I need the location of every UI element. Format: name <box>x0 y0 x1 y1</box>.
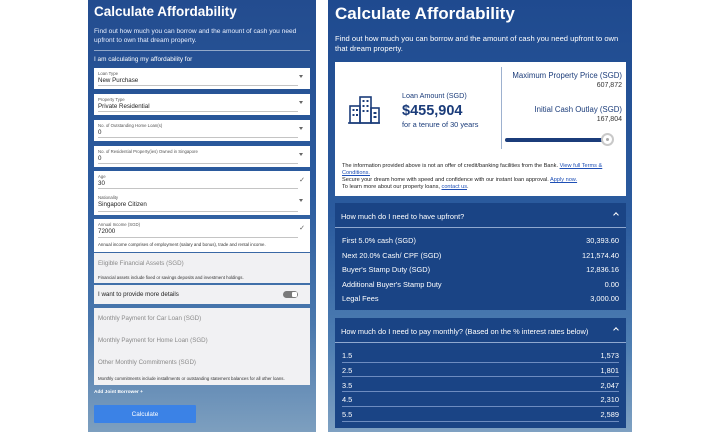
more-details-label: I want to provide more details <box>98 291 179 298</box>
monthly-row-value: 1,573 <box>600 351 619 360</box>
annual-income-value: 72000 <box>98 228 116 235</box>
upfront-row <box>342 277 619 292</box>
monthly-row-value: 2,310 <box>600 395 619 405</box>
upfront-row <box>342 262 619 277</box>
home-loan-field[interactable] <box>94 330 310 352</box>
property-type-select[interactable] <box>94 94 310 115</box>
upfront-row <box>342 233 619 248</box>
car-loan-placeholder: Monthly Payment for Car Loan (SGD) <box>98 315 202 322</box>
upfront-row <box>342 291 619 306</box>
nationality-select[interactable] <box>94 192 310 215</box>
monthly-row-value: 1,801 <box>600 365 619 375</box>
max-price-value: 607,872 <box>596 82 622 89</box>
upfront-row-label: Next 20.0% Cash/ CPF (SGD) <box>342 250 442 260</box>
chevron-down-icon[interactable] <box>299 127 303 130</box>
upfront-row-label: Buyer's Stamp Duty (SGD) <box>342 265 431 274</box>
loan-type-value: New Purchase <box>98 77 139 84</box>
loan-type-select[interactable] <box>94 68 310 89</box>
add-joint-borrower-link[interactable]: Add Joint Borrower + <box>94 390 143 395</box>
monthly-row-label: 5.5 <box>342 410 353 420</box>
initial-cash-value: 167,804 <box>596 116 622 123</box>
outstanding-loans-label: No. of Outstanding Home Loan(s) <box>98 123 163 128</box>
monthly-row-label: 1.5 <box>342 351 353 360</box>
properties-owned-label: No. of Residential Property(ies) Owned in Singapore <box>98 149 198 154</box>
monthly-accordion-header[interactable] <box>335 318 626 343</box>
age-label: Age <box>98 174 106 179</box>
financial-assets-placeholder: Eligible Financial Assets (SGD) <box>98 260 184 267</box>
upfront-row-label: Additional Buyer's Stamp Duty <box>342 279 442 289</box>
field-underline <box>98 163 298 164</box>
tenure-text: for a tenure of 30 years <box>402 120 479 129</box>
disclaimer: The information provided above is not an offer of credit/banking facilities from the Bank. View full Terms & Conditions. Secure your dream home with speed and confidence with our instant loan approval. Apply now. To learn more about our property loans, contact us. <box>342 163 603 190</box>
calc-label: I am calculating my affordability for <box>94 56 193 63</box>
outstanding-loans-select[interactable] <box>94 120 310 141</box>
upfront-row-value: 12,836.16 <box>586 265 619 274</box>
property-type-value: Private Residential <box>98 103 150 110</box>
monthly-row-value: 2,589 <box>600 410 619 420</box>
other-commitments-placeholder: Other Monthly Commitments (SGD) <box>98 359 196 366</box>
monthly-header-text: How much do I need to pay monthly? (Based on the % interest rates below) <box>341 327 589 336</box>
summary-card <box>335 62 626 196</box>
monthly-row-value: 2,047 <box>600 380 619 390</box>
car-loan-field[interactable] <box>94 308 310 330</box>
buildings-icon <box>347 94 381 124</box>
divider <box>501 67 502 149</box>
monthly-row <box>342 348 619 363</box>
annual-income-label: Annual Income (SGD) <box>98 222 141 227</box>
upfront-row <box>342 248 619 263</box>
left-form-panel <box>88 0 316 432</box>
field-underline <box>98 188 298 189</box>
home-loan-placeholder: Monthly Payment for Home Loan (SGD) <box>98 337 208 344</box>
check-icon: ✓ <box>299 225 305 232</box>
price-slider-handle[interactable] <box>601 133 614 146</box>
upfront-header-text: How much do I need to have upfront? <box>341 212 465 221</box>
field-underline <box>98 211 298 212</box>
chevron-down-icon[interactable] <box>299 75 303 78</box>
upfront-accordion-header[interactable] <box>335 203 626 228</box>
monthly-row <box>342 407 619 422</box>
more-details-toggle[interactable] <box>283 291 298 298</box>
upfront-row-value: 30,393.60 <box>586 236 619 245</box>
property-type-label: Property Type <box>98 97 125 102</box>
price-slider-track[interactable] <box>505 138 613 142</box>
loan-type-label: Loan Type <box>98 71 118 76</box>
chevron-down-icon[interactable] <box>299 153 303 156</box>
results-title: Calculate Affordability <box>335 4 515 23</box>
monthly-row-label: 4.5 <box>342 395 353 405</box>
annual-income-field[interactable] <box>94 219 310 252</box>
upfront-row-value: 3,000.00 <box>590 294 619 303</box>
loan-amount-label: Loan Amount (SGD) <box>402 91 467 100</box>
chevron-down-icon[interactable] <box>299 101 303 104</box>
chevron-up-icon[interactable] <box>613 212 619 218</box>
page-title: Calculate Affordability <box>94 4 237 19</box>
upfront-row-label: Legal Fees <box>342 294 379 303</box>
monthly-row <box>342 392 619 407</box>
upfront-accordion <box>335 203 626 310</box>
upfront-row-value: 121,574.40 <box>582 250 619 260</box>
monthly-accordion <box>335 318 626 428</box>
monthly-row <box>342 363 619 378</box>
upfront-row-value: 0.00 <box>604 279 619 289</box>
chevron-down-icon[interactable] <box>299 199 303 202</box>
more-details-row[interactable] <box>94 285 310 304</box>
divider <box>94 50 310 51</box>
monthly-row-label: 3.5 <box>342 380 353 390</box>
age-value: 30 <box>98 180 105 187</box>
right-results-panel <box>328 0 632 432</box>
outstanding-loans-value: 0 <box>98 129 102 136</box>
chevron-up-icon[interactable] <box>613 327 619 333</box>
check-icon: ✓ <box>299 177 305 184</box>
results-description: Find out how much you can borrow and the amount of cash you need upfront to own that dream property. <box>335 34 619 53</box>
page-description: Find out how much you can borrow and the amount of cash you need upfront to own that dream property. <box>94 28 297 44</box>
field-underline <box>98 137 298 138</box>
terms-link[interactable]: View full Terms & Conditions. <box>342 163 603 176</box>
financial-assets-hint: Financial assets include fixed or savings deposits and investment holdings. <box>98 275 244 280</box>
properties-owned-value: 0 <box>98 155 102 162</box>
field-underline <box>98 85 298 86</box>
nationality-value: Singapore Citizen <box>98 201 147 208</box>
financial-assets-field[interactable] <box>94 253 310 283</box>
commitments-hint: Monthly commitments include installments or outstanding statement balances for all other loans. <box>98 376 285 381</box>
monthly-row <box>342 378 619 393</box>
disclaimer-text-1: The information provided above is not an offer of credit/banking facilities from the Bank. <box>342 163 558 169</box>
loan-amount-value: $455,904 <box>402 103 463 119</box>
annual-income-hint: Annual income comprises of employment (salary and bonus), trade and rental income. <box>98 242 266 247</box>
disclaimer-text-3: To learn more about our property loans, <box>342 183 440 190</box>
field-underline <box>98 111 298 112</box>
monthly-row-label: 2.5 <box>342 365 353 375</box>
disclaimer-text-2: Secure your dream home with speed and confidence with our instant loan approval. <box>342 176 549 183</box>
field-underline <box>98 237 298 238</box>
calculate-button[interactable]: Calculate <box>94 405 196 423</box>
age-field[interactable] <box>94 171 310 192</box>
max-price-label: Maximum Property Price (SGD) <box>512 71 622 80</box>
initial-cash-label: Initial Cash Outlay (SGD) <box>534 105 622 114</box>
properties-owned-select[interactable] <box>94 146 310 167</box>
upfront-row-label: First 5.0% cash (SGD) <box>342 236 416 245</box>
contact-us-link[interactable]: contact us <box>441 183 468 190</box>
other-commitments-field[interactable] <box>94 352 310 385</box>
nationality-label: Nationality <box>98 195 119 200</box>
apply-now-link[interactable]: Apply now. <box>550 176 578 183</box>
